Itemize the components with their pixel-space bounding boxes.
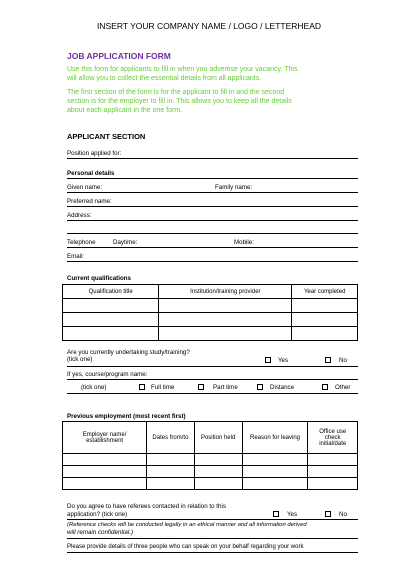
column-header: Year completed: [292, 285, 358, 299]
referees-yes-label: Yes: [287, 511, 298, 518]
table-cell[interactable]: [63, 454, 147, 466]
address-line[interactable]: [67, 233, 358, 234]
family-name-label: Family name:: [215, 184, 253, 191]
position-applied-line[interactable]: [67, 158, 358, 159]
email-label: Email:: [67, 253, 85, 260]
other-label: Other: [335, 384, 351, 391]
table-cell[interactable]: [292, 299, 358, 313]
column-header: Dates from/to: [147, 422, 195, 454]
study-question: Are you currently undertaking study/training?: [67, 349, 190, 356]
table-cell[interactable]: [63, 327, 159, 341]
applicant-section-title: APPLICANT SECTION: [67, 132, 146, 141]
intro-text: [67, 65, 297, 115]
table-cell[interactable]: [147, 466, 195, 478]
other-checkbox[interactable]: [322, 384, 328, 390]
mobile-label: Mobile:: [234, 239, 254, 246]
table-cell[interactable]: [147, 454, 195, 466]
qualifications-table: [62, 284, 358, 341]
table-cell[interactable]: [308, 478, 358, 490]
table-cell[interactable]: [194, 478, 242, 490]
table-cell[interactable]: [194, 454, 242, 466]
telephone-line[interactable]: [67, 247, 358, 248]
table-cell[interactable]: [63, 299, 159, 313]
table-cell[interactable]: [292, 327, 358, 341]
table-cell[interactable]: [292, 313, 358, 327]
given-name-label: Given name:: [67, 184, 103, 191]
referees-note: (Reference checks will be conducted legally in an ethical manner and all information derived: [67, 522, 307, 528]
table-cell[interactable]: [242, 454, 308, 466]
address-label: Address:: [67, 212, 92, 219]
column-header: Position held: [194, 422, 242, 454]
referees-yes-checkbox[interactable]: [273, 511, 279, 517]
table-cell[interactable]: [63, 313, 159, 327]
given-name-line[interactable]: [67, 192, 358, 193]
table-cell[interactable]: [242, 466, 308, 478]
qualifications-title: Current qualifications: [67, 275, 131, 282]
form-title: JOB APPLICATION FORM: [67, 51, 171, 61]
table-cell[interactable]: [308, 454, 358, 466]
column-header: Institution/training provider: [159, 285, 292, 299]
table-cell[interactable]: [63, 478, 147, 490]
letterhead: INSERT YOUR COMPANY NAME / LOGO / LETTERHEAD: [97, 21, 322, 31]
intro-line: The first section of the form is for the applicant to fill in and the second: [67, 89, 285, 96]
column-header: Employer name/ establishment: [63, 422, 147, 454]
full-time-checkbox[interactable]: [139, 384, 145, 390]
study-no-checkbox[interactable]: [325, 357, 331, 363]
distance-checkbox[interactable]: [257, 384, 263, 390]
intro-line: about each applicant in the one form.: [67, 107, 183, 114]
email-line[interactable]: [67, 261, 358, 262]
study-yes-checkbox[interactable]: [265, 357, 271, 363]
table-cell[interactable]: [63, 466, 147, 478]
referees-question: Do you agree to have referees contacted in relation to this: [67, 503, 226, 510]
telephone-label: Telephone: [67, 239, 96, 246]
study-no-label: No: [339, 357, 347, 364]
table-cell[interactable]: [194, 466, 242, 478]
position-applied-label: Position applied for:: [67, 150, 122, 157]
course-label: If yes, course/program name:: [67, 371, 148, 378]
course-line[interactable]: [67, 379, 358, 380]
table-cell[interactable]: [147, 478, 195, 490]
table-cell[interactable]: [159, 327, 292, 341]
table-cell[interactable]: [159, 313, 292, 327]
employment-title: Previous employment (most recent first): [67, 413, 186, 420]
referees-question-tick: application? (tick one): [67, 511, 128, 518]
study-question-tick: (tick one): [67, 356, 93, 363]
intro-line: will allow you to collect the essential details from all applicants.: [67, 75, 262, 82]
daytime-label: Daytime:: [113, 239, 138, 246]
table-cell[interactable]: [159, 299, 292, 313]
full-time-label: Full time: [151, 384, 175, 391]
intro-line: section is for the employer to fill in. This allows you to keep all the details: [67, 98, 292, 105]
column-header: Reason for leaving: [242, 422, 308, 454]
study-yes-label: Yes: [278, 357, 289, 364]
part-time-checkbox[interactable]: [198, 384, 204, 390]
preferred-name-label: Preferred name:: [67, 198, 112, 205]
referees-no-label: No: [339, 511, 347, 518]
table-cell[interactable]: [308, 466, 358, 478]
table-cell[interactable]: [242, 478, 308, 490]
employment-table: [62, 421, 358, 490]
column-header: Office use check initial/date: [308, 422, 358, 454]
intro-line: Use this form for applicants to fill in when you advertise your vacancy. This: [67, 66, 298, 73]
part-time-label: Part time: [213, 384, 238, 391]
referees-no-checkbox[interactable]: [325, 511, 331, 517]
column-header: Qualification title: [63, 285, 159, 299]
personal-details-title: Personal details: [67, 170, 115, 177]
referees-details: Please provide details of three people who can speak on your behalf regarding your work: [67, 544, 304, 550]
address-line[interactable]: [67, 220, 358, 221]
referees-note-cont: will remain confidential.): [67, 529, 134, 536]
tick-one-label: (tick one): [81, 384, 107, 391]
preferred-name-line[interactable]: [67, 206, 358, 207]
distance-label: Distance: [270, 384, 295, 391]
